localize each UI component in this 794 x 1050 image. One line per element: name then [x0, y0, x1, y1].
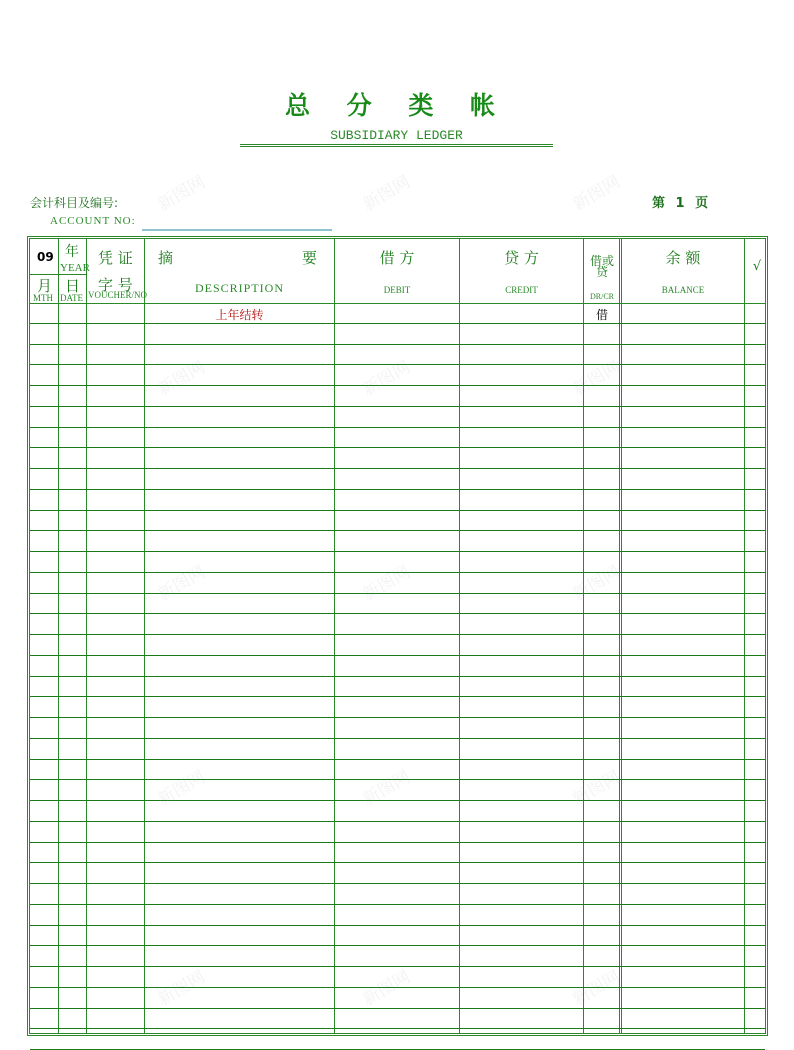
day-label: 日	[65, 277, 81, 295]
table-row[interactable]	[30, 345, 765, 366]
watermark: 新图网	[569, 967, 624, 1011]
table-row[interactable]	[30, 926, 765, 947]
table-row[interactable]	[30, 1009, 765, 1030]
watermark: 新图网	[154, 172, 209, 216]
watermark: 新图网	[154, 357, 209, 401]
table-row[interactable]	[30, 1029, 765, 1050]
credit-label-en: CREDIT	[505, 285, 538, 295]
watermark: 新图网	[359, 357, 414, 401]
table-row[interactable]	[30, 801, 765, 822]
table-row[interactable]	[30, 552, 765, 573]
day-label-en: DATE	[60, 293, 83, 303]
table-row[interactable]	[30, 407, 765, 428]
page-number: 第 1 页	[652, 196, 709, 211]
year-label: 年	[65, 244, 79, 260]
ledger-title: 总 分 类 帐	[284, 91, 510, 120]
watermark: 新图网	[359, 172, 414, 216]
table-row[interactable]	[30, 946, 765, 967]
table-row[interactable]	[30, 531, 765, 552]
table-row[interactable]	[30, 863, 765, 884]
account-label: 会计科目及编号:	[30, 196, 119, 210]
table-row[interactable]	[30, 386, 765, 407]
watermark: 新图网	[359, 562, 414, 606]
table-row[interactable]	[30, 428, 765, 449]
ledger-rows	[30, 303, 765, 1033]
month-label-en: MTH	[33, 293, 53, 303]
table-row[interactable]	[30, 843, 765, 864]
table-row[interactable]	[30, 469, 765, 490]
table-row[interactable]	[30, 780, 765, 801]
year-label-en: YEAR	[60, 262, 90, 274]
table-row[interactable]	[30, 718, 765, 739]
month-label: 月	[37, 277, 53, 295]
table-row[interactable]	[30, 988, 765, 1009]
voucher-label-2: 字 号	[98, 276, 133, 294]
check-mark-icon: √	[752, 259, 762, 274]
account-label-en: ACCOUNT NO:	[50, 215, 136, 227]
balance-label-en: BALANCE	[661, 285, 705, 295]
table-row[interactable]	[30, 511, 765, 532]
table-row[interactable]	[30, 635, 765, 656]
table-row[interactable]	[30, 905, 765, 926]
table-row[interactable]	[30, 573, 765, 594]
row-description: 上年结转	[215, 308, 264, 322]
voucher-label: 凭 证	[98, 249, 133, 267]
watermark: 新图网	[569, 357, 624, 401]
watermark: 新图网	[359, 967, 414, 1011]
watermark: 新图网	[154, 967, 209, 1011]
table-row[interactable]	[30, 614, 765, 635]
table-row[interactable]	[30, 448, 765, 469]
watermark: 新图网	[154, 562, 209, 606]
table-row[interactable]	[30, 303, 765, 324]
table-row[interactable]	[30, 677, 765, 698]
watermark: 新图网	[569, 172, 624, 216]
account-number-field[interactable]	[142, 229, 332, 231]
table-row[interactable]	[30, 324, 765, 345]
year-value: 09	[37, 250, 54, 264]
table-row[interactable]	[30, 822, 765, 843]
ledger-subtitle: SUBSIDIARY LEDGER	[240, 128, 553, 147]
watermark: 新图网	[569, 562, 624, 606]
table-row[interactable]	[30, 739, 765, 760]
balance-label: 余 额	[665, 249, 701, 267]
table-row[interactable]	[30, 656, 765, 677]
watermark: 新图网	[359, 767, 414, 811]
table-row[interactable]	[30, 365, 765, 386]
table-header	[30, 239, 765, 304]
description-label-left: 摘	[158, 249, 174, 267]
table-row[interactable]	[30, 967, 765, 988]
description-label-right: 要	[302, 249, 318, 267]
table-row[interactable]	[30, 884, 765, 905]
table-row[interactable]	[30, 697, 765, 718]
voucher-label-en: VOUCHER/NO	[88, 290, 148, 300]
credit-label: 贷 方	[504, 249, 539, 267]
table-row[interactable]	[30, 594, 765, 615]
debit-label: 借 方	[379, 249, 415, 267]
drcr-label-2: 贷	[595, 265, 608, 279]
table-row[interactable]	[30, 760, 765, 781]
drcr-label-en: DR/CR	[589, 292, 614, 301]
watermark: 新图网	[569, 767, 624, 811]
table-row[interactable]	[30, 490, 765, 511]
drcr-label: 借或	[589, 254, 614, 268]
debit-label-en: DEBIT	[383, 285, 411, 295]
row-drcr: 借	[595, 308, 608, 322]
description-label-en: DESCRIPTION	[194, 281, 284, 295]
watermark: 新图网	[154, 767, 209, 811]
